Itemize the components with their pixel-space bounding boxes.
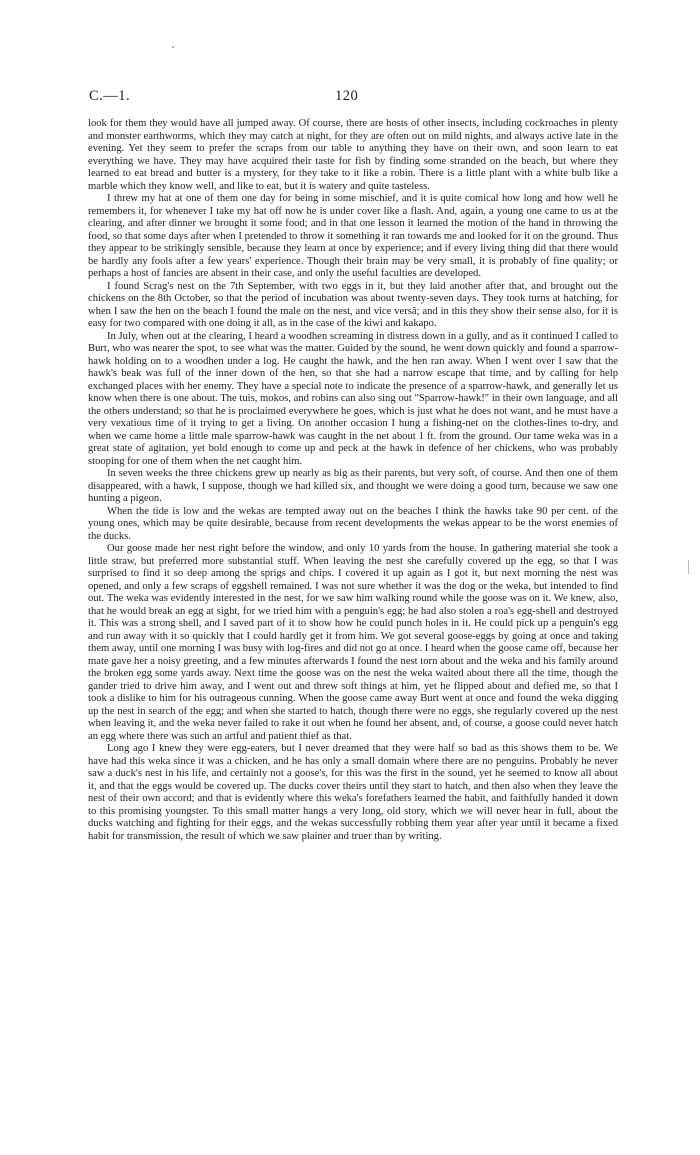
paragraph-scrag-nest: I found Scrag's nest on the 7th September, with two eggs in it, but they laid another after that, and brought out the chickens on the 8th October, so that the period of incubation was about twenty-seven days. They took turns at hatching, for when I saw the hen on the beach I found the male on the nest, and vice versâ; and in this they show their sense also, for it is easy for two compared with one doing it all, as in the case of the kiwi and kakapo. bbox=[88, 280, 618, 329]
paragraph-egg-eaters: Long ago I knew they were egg-eaters, but I never dreamed that they were half so bad as this shows them to be. We have had this weka since it was a chicken, and he has only a small domain where there are no penguins. Probably he never saw a duck's nest in his life, and certainly not a goose's, for this was the first in the sound, yet he seemed to know all about it, and that the eggs would be covered up. The ducks cover theirs until they start to hatch, and then also when they leave the nest of their own accord; and that is evidently where this weka's forefathers learned the habit, and faithfully handed it down to this promising youngster. To this small matter hangs a very long, old story, which we will never hear in full, about the ducks watching and fighting for their eggs, and the wekas successfully robbing them year after year until it became a fixed habit for transmission, the result of which we saw plainer and truer than by writing. bbox=[88, 743, 618, 842]
paragraph-hat: I threw my hat at one of them one day for being in some mischief, and it is quite comical how long and how well he remembers it, for whenever I take my hat off now he is under cover like a flash. And, again, a young one came to us at the clearing, and after dinner we brought it some food; and in that one lesson it learned the motion of the hand in throwing the food, so that some days after when I pretended to throw it something it ran towards me and looked for it on the ground. Thus they appear to be strikingly sensible, because they learn at once by experience; and if every living thing did that there would be hardly any fools after a few years' experience. Though their brain may be very small, it is probably of fine quality; or perhaps a host of fancies are absent in their case, and only the useful faculties are developed. bbox=[88, 193, 618, 279]
margin-mark bbox=[688, 560, 689, 574]
page-speck bbox=[172, 46, 174, 48]
paragraph-chickens: In seven weeks the three chickens grew up nearly as big as their parents, but very soft, of course. And then one of them disappeared, with a hawk, I suppose, though we had killed six, and thought we were doing a good turn, because we saw one hunting a pigeon. bbox=[88, 468, 618, 504]
page-number: 120 bbox=[335, 88, 359, 104]
paragraph-goose-nest: Our goose made her nest right before the window, and only 10 yards from the house. In gathering material she took a little straw, but preferred more substantial stuff. When leaving the nest she carefully covered up the egg, so that I was surprised to find it so deep among the sprigs and chips. I covered it up again as I got it, but next morning the nest was opened, and only a few scraps of eggshell remained. I was not sure whether it was the dog or the weka, but intended to find out. The weka was evidently interested in the nest, for we saw him walking round while the goose was on it. We knew, also, that he would break an egg at sight, for we tried him with a penguin's egg; he had also stolen a roa's egg-shell and destroyed it. This was a strong shell, and I saved part of it to show how he could punch holes in it. He could pick up a penguin's egg and run away with it so quickly that I could hardly get it from him. We got several goose-eggs by going at once and taking them away, until one morning I was busy with log-fires and did not go at once. I heard when the goose came off, because her mate gave her a noisy greeting, and a few minutes afterwards I found the nest torn about and the weka and his family around the broken egg some yards away. Next time the goose was on the nest the weka waited about there all the time, though the gander tried to drive him away, and I went out and threw soft things at him, yet he flipped about and defied me, so that I took a dislike to him for his outrageous cunning. When the goose came away Burt went at once and found the weka digging up the nest in search of the egg; and when she started to hatch, though there were no eggs, she regularly covered up the nest when leaving it, and the weka never failed to rake it out when he found her absent, and, of course, a goose could never hatch an egg where there was such an artful and patient thief as that. bbox=[88, 543, 618, 742]
paragraph-tide: When the tide is low and the wekas are tempted away out on the beaches I think the hawks take 90 per cent. of the young ones, which may be quite desirable, because from recent developments the wekas appear to be the worst enemies of the ducks. bbox=[88, 505, 618, 542]
body-text bbox=[88, 118, 618, 843]
document-reference: C.—1. bbox=[89, 88, 131, 104]
page-header bbox=[87, 88, 617, 108]
paragraph-insects: look for them they would have all jumped away. Of course, there are hosts of other insects, including cockroaches in plenty and monster earthworms, which they may catch at night, for they are often out on mild nights, and always active late in the evening. Yet they seem to prefer the scraps from our table to anything they have on their own, and soon learn to eat everything we have. They may have acquired their taste for fish by finding some stranded on the beach, but where they learned to eat bread and butter is a mystery, for they take to it like a robin. There is a little plant with a white bulb like a marble which they know well, and like to eat, but it is watery and quite tasteless. bbox=[88, 118, 618, 192]
paragraph-sparrow-hawk: In July, when out at the clearing, I heard a woodhen screaming in distress down in a gully, and as it continued I called to Burt, who was nearer the spot, to see what was the matter. Guided by the sound, he went down quickly and found a sparrow-hawk holding on to a woodhen under a log. He caught the hawk, and the hen ran away. When I went over I saw that the hawk's beak was full of the inner down of the hen, so that she had a narrow escape that time, and by calling for help exchanged places with her enemy. They have a special note to indicate the presence of a sparrow-hawk, and generally let us know when there is one about. The tuis, mokos, and robins can also sing out "Sparrow-hawk!" in their own language, and all the others understand; so that he is proclaimed everywhere he goes, which is just what he does not want, and he must have a very vexatious time of it trying to get a living. On another occasion I hung a fishing-net on the clothes-lines to-dry, and when we came home a little male sparrow-hawk was caught in the net about 1 ft. from the ground. Our tame weka was in a great state of agitation, yet bold enough to come up and peck at the hawk in defence of her chickens, who was probably stooping for one of them when the net caught him. bbox=[88, 330, 618, 467]
